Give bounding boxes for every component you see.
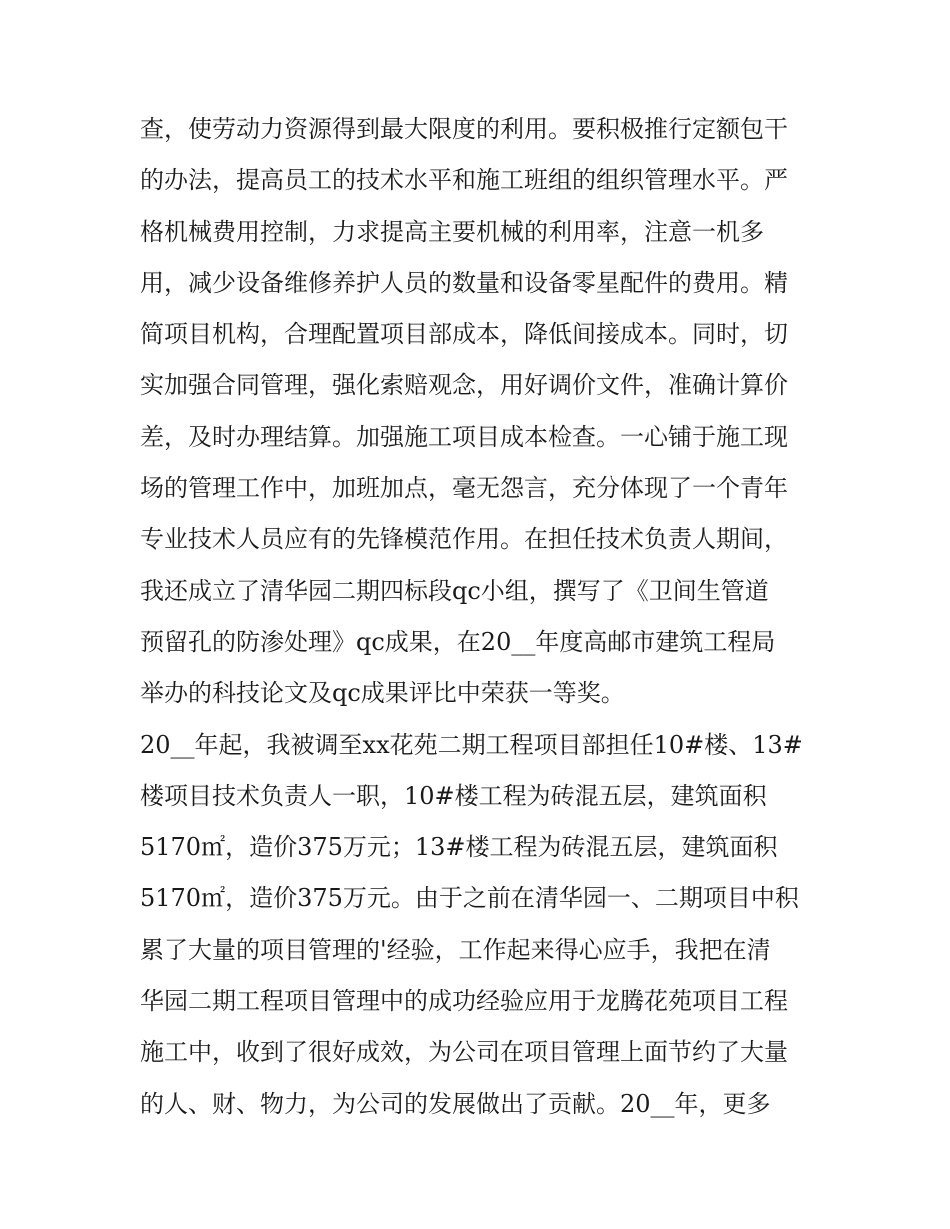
text-line: 楼项目技术负责人一职，10#楼工程为砖混五层，建筑面积 [140, 781, 767, 810]
text-line: 预留孔的防渗处理》qc成果，在20__年度高邮市建筑工程局 [140, 627, 776, 656]
text-line: 专业技术人员应有的先锋模范作用。在担任技术负责人期间， [140, 525, 788, 554]
text-line: 场的管理工作中，加班加点，毫无怨言，充分体现了一个青年 [140, 474, 788, 503]
text-line: 查，使劳动力资源得到最大限度的利用。要积极推行定额包干 [140, 115, 788, 143]
body-text [140, 104, 820, 1130]
text-line: 5170㎡，造价375万元；13#楼工程为砖混五层，建筑面积 [140, 833, 778, 862]
text-line: 举办的科技论文及qc成果评比中荣获一等奖。 [140, 679, 625, 708]
text-line: 施工中，收到了很好成效，为公司在项目管理上面节约了大量 [140, 1038, 788, 1067]
text-line: 差，及时办理结算。加强施工项目成本检查。一心铺于施工现 [140, 422, 788, 451]
text-line: 简项目机构，合理配置项目部成本，降低间接成本。同时，切 [140, 320, 788, 349]
text-line: 的办法，提高员工的技术水平和施工班组的组织管理水平。严 [140, 166, 788, 195]
text-line: 的人、财、物力，为公司的发展做出了贡献。20__年，更多 [140, 1089, 771, 1118]
text-line: 华园二期工程项目管理中的成功经验应用于龙腾花苑项目工程 [140, 987, 788, 1016]
text-line: 5170㎡，造价375万元。由于之前在清华园一、二期项目中积 [140, 884, 799, 913]
text-line: 我还成立了清华园二期四标段qc小组，撰写了《卫间生管道 [140, 576, 769, 605]
text-line: 格机械费用控制，力求提高主要机械的利用率，注意一机多 [140, 217, 764, 246]
text-line: 20__年起，我被调至xx花苑二期工程项目部担任10#楼、13# [140, 730, 803, 759]
text-line: 累了大量的项目管理的'经验，工作起来得心应手，我把在清 [140, 935, 771, 964]
text-line: 实加强合同管理，强化索赔观念，用好调价文件，准确计算价 [140, 371, 788, 400]
text-line: 用，减少设备维修养护人员的数量和设备零星配件的费用。精 [140, 268, 788, 297]
